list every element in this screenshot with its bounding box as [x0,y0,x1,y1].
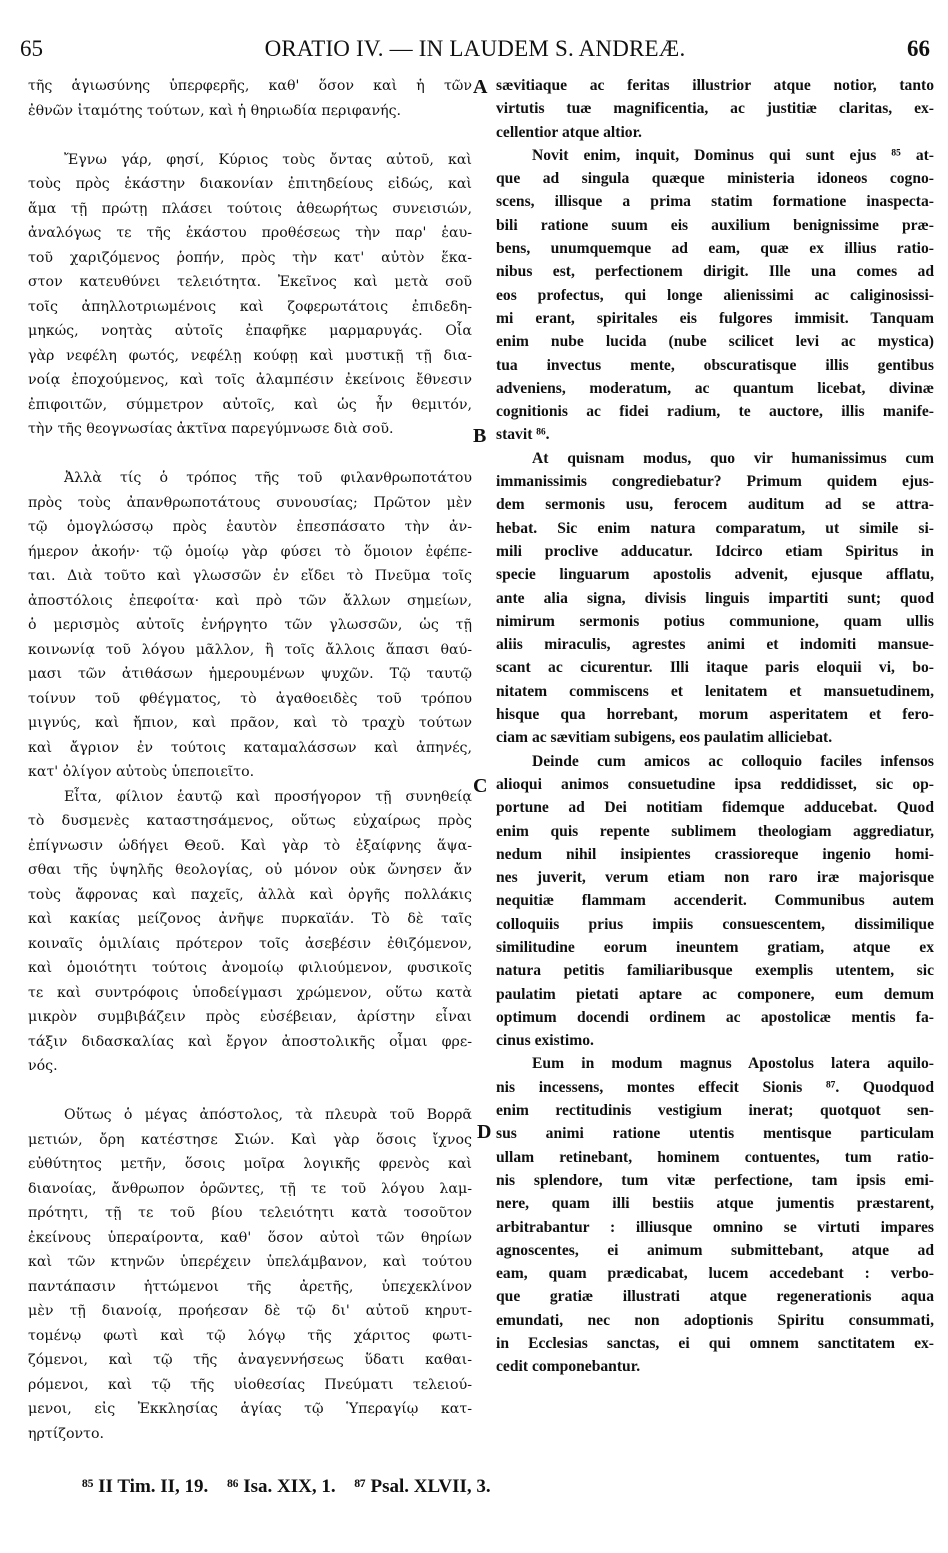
text-line: tua invectus mente, obscuratisque illis gentibus [496,356,934,374]
text-line: ἅμα τῇ πρώτῃ πλάσει τούτοις ἀθεωρήτως συνεισιών, [28,200,472,217]
text-line: σθαι τῆς ὑψηλῆς θεολογίας, οὐ μόνον οὐκ ὤνησεν ἄν [28,862,472,878]
text-line: διανοίας, ἄνθρωπον ὁρῶντες, τῇ τε τοῦ λόγου λαμ- [28,1180,472,1197]
text-line: εὐθύτητος μετῆν, ὅσοις μοῖρα λογικῆς φρενὸς καὶ [28,1156,472,1172]
text-line: μασι τῶν ἀτιθάσων ἡμερουμένων ψυχῶν. Τῷ ταυτῷ [28,666,472,682]
text-line: que gratiæ illustrati atque regenerationis aqua [496,1288,934,1306]
text-line [28,442,472,467]
text-line: hebat. Sic enim natura comparatum, ut simile si- [496,519,934,537]
text-line: ήμερον ἀκοήν· τῷ ὁμοίῳ γὰρ φύσει τὸ ὅμοιον ἐφέπε- [28,543,472,560]
text-line: similitudine eorum ineuntem gratiam, atque ex [496,938,934,956]
text-line: Ἀλλὰ τίς ὁ τρόπος τῆς τοῦ φιλανθρωποτάτου [64,470,472,486]
text-line: ται. Διὰ τοῦτο καὶ γλωσσῶν ἐν εἴδει τὸ Πνεῦμα τοῖς [28,568,472,584]
text-line: στον κατευθύνει τελειότητα. Ἐκεῖνος καὶ μετὰ σοῦ [28,274,472,290]
text-line: hisque qua horrebant, morum asperitatem et fero- [496,706,934,724]
text-line: τοῦ χαριζόμενος ῥοπήν, πρὸς τὴν κατ' αὐτὸν ἕκα- [28,249,472,266]
text-line: ἐπιφοιτῶν, σύμμετρον αὐτοῖς, καὶ ὡς ἦν θεμιτόν, [28,396,472,413]
latin-text-column [496,74,934,1379]
text-line: μετιών, ὄρη κατέστησε Σιών. Καὶ γὰρ ὅσοις ἴχνος [28,1131,472,1148]
text-line: nitatem commiscens et lenitatem et mansuetudinem, [496,682,934,700]
text-line: specie linguarum apostolis advenit, ejusque afflatu, [496,566,934,584]
text-line: ρόμενοι, καὶ τῷ τῆς υἱοθεσίας Πνεύματι τελειού- [28,1376,472,1393]
text-line: adveniens, moderatum, ac quantum licebat, divinæ [496,379,934,397]
text-line: καὶ τῶν κτηνῶν ὑπερέχειν ὑπελάμβανον, καὶ τούτου [28,1254,472,1270]
text-line: μιγνύς, καὶ ἤπιον, καὶ πρᾶον, καὶ τὸ τραχὺ τούτων [28,715,472,731]
text-line: τὸ δυσμενὲς καταστησάμενος, οὕτως εὐχαίρως πρὸς [28,813,472,829]
text-line: Ἔγνω γάρ, φησί, Κύριος τοὺς ὄντας αὐτοῦ, καὶ [64,151,472,168]
text-line: ὁ μερισμὸς αὐτοῖς ἐνήργητο τῶν γλωσσῶν, ὡς τῇ [28,617,472,633]
text-line: κατ' ὀλίγον αὐτοὺς ὑπεποιεῖτο. [28,764,255,780]
text-line: paulatim pietati aptare ac componere, eum demum [496,985,934,1003]
text-line: τάξιν διδασκαλίας καὶ ἔργον ἀποστολικῆς οἶμαι φρε- [28,1033,472,1050]
text-line: que ad singula quæque ministeria idoneos cogno- [496,170,934,188]
text-line: τῷ ὁμογλώσσῳ πρὸς ἑαυτὸν ἐπεσπάσατο τὴν ἀν- [28,519,472,535]
text-line: καὶ κακίας μείζονος ἀνῆψε πυρκαϊάν. Τὸ δὲ ταῖς [28,911,472,927]
text-line: Novit enim, inquit, Dominus qui sunt ejus ⁸⁵ at- [532,146,934,164]
text-line: ἐθνῶν ἰταμότης τούτων, καὶ ἡ θηριωδία περιφανής. [28,102,402,119]
text-line: aliis miraculis, agrestes animi et indomiti mansue- [496,636,934,654]
text-line: νοίᾳ ἐποχούμενος, καὶ τοῖς ἀλαμπέσιν ἐκείνοις ἔθνεσιν [28,372,472,388]
text-line: nis splendore, tum vitæ perfectione, tam ipsis emi- [496,1171,934,1189]
text-line: scens, illisque a prima statim formatione inaspecta- [496,193,934,211]
text-line: Οὕτως ὁ μέγας ἀπόστολος, τὰ πλευρὰ τοῦ Βορρᾶ [64,1107,472,1123]
text-line: Deinde cum amicos ac colloquio faciles infensos [532,752,934,770]
text-line: μηκώς, νοητὰς αὐτοῖς ἐπαφῆκε μαρμαρυγάς. Οἷα [28,323,472,339]
text-line: τὴν τῆς θεογνωσίας ἀκτῖνα παρεγύμνωσε διὰ σοῦ. [28,421,394,437]
text-line: ἐπίγνωσιν ὡδήγει Θεοῦ. Καὶ γὰρ τὸ ἐξαίφνης ἅψα- [28,837,472,854]
text-line: τῆς ἁγιωσύνης ὑπερφερῆς, καθ' ὅσον καὶ ἡ τῶν [28,78,472,94]
text-line: nibus est, perfectionem dirigit. Ille una comes ad [496,263,934,281]
text-line: bens, unumquemque ad eam, quæ ex illius ratio- [496,240,934,258]
text-line: sus animi ratione utentis mentisque particulam [496,1125,934,1143]
text-line: scant ac cicurentur. Illi itaque paris eloquii vi, bo- [496,659,934,677]
footnotes [82,1476,682,1498]
text-line: ullam retinebant, hominem contuentes, tum ratio- [496,1148,934,1166]
text-line: enim quis repente sublimem theologiam aggrediatur, [496,822,934,840]
text-line: virtutis tuæ magnificentia, ac justitiæ claritas, ex- [496,100,934,118]
greek-text-column [28,74,472,1446]
text-line: τομένῳ φωτὶ καὶ τῷ λόγῳ τῆς χάριτος φωτι- [28,1327,472,1344]
text-line: nimirum sermonis potius communione, quam ullis [496,612,934,630]
text-line: τοίνυν τοῦ φθέγματος, τὸ ἀγαθοειδὲς τοῦ τρόπου [28,690,472,707]
text-line: alioqui animos consuetudine ipsa reddidisset, sic op- [496,775,934,793]
text-line: ζόμενοι, καὶ τῷ τῆς ἀναγεννήσεως ὕδατι καθαι- [28,1352,472,1368]
column-marker-d: D [477,1121,492,1143]
text-line: eam, quam prædicabat, lucem accedebant : verbo- [496,1265,934,1283]
text-line: ἀναλόγως τε τῆς ἑκάστου προθέσεως τὴν παρ' ἑαυ- [28,225,472,241]
column-marker-b: B [473,425,487,447]
page-header [20,36,930,66]
text-line: cellentior atque altior. [496,123,642,141]
text-line: νός. [28,1058,58,1074]
text-line: bili ratione suum eis auxilium benignissime præ- [496,216,934,234]
text-line: καὶ ὁμοιότητι τούτοις ἀνομοίῳ φιλιούμενον, φυσικοῖς [28,960,472,976]
text-line: πρότητι, τῇ τε τοῦ βίου τελειότητι κατὰ τοσοῦτον [28,1205,472,1221]
text-line: nequitiæ flammam accenderit. Communibus autem [496,892,934,910]
footnote-86: ⁸⁶ Isa. XIX, 1. [227,1476,336,1497]
text-line: mili proclive adducatur. Idcirco etiam Spiritus in [496,542,934,560]
text-line: μικρὸν συμβιβάζειν πρὸς εὐσέβειαν, ἀρίστην εἶναι [28,1009,472,1025]
text-line: κοιναῖς ὁμιλίαις πρότερον τοῖς ἀσεβέσιν ἐθιζόμενον, [28,935,472,952]
text-line: τε καὶ συντρόφοις ὑποδείγμασι χρώμενον, οὕτω κατὰ [28,984,472,1001]
text-line [28,123,472,148]
text-line: nere, quam illi bestiis atque jumentis præstarent, [496,1195,934,1213]
text-line: in Ecclesias sanctas, ei qui omnem sanctitatem ex- [496,1335,934,1353]
text-line: μενοι, εἰς Ἐκκλησίας ἁγίας τῷ Ὑπεραγίῳ κατ- [28,1401,472,1417]
text-line: cinus existimo. [496,1032,594,1050]
text-line [28,1079,472,1104]
text-line: Eum in modum magnus Apostolus latera aquilo- [532,1055,934,1073]
text-line: eos profectus, qui longe alienissimi ac caliginosissi- [496,286,934,304]
text-line: agnoscentes, ei animum submittebant, atque ad [496,1241,934,1259]
text-line: At quisnam modus, quo vir humanissimus cum [532,449,934,467]
text-line: enim nube lucida (nube scilicet levi ac mystica) [496,333,934,351]
column-marker-c: C [473,775,488,797]
text-line: ηρτίζοντο. [28,1425,105,1442]
footnote-85: ⁸⁵ II Tim. II, 19. [82,1476,209,1497]
text-line: natura petitis familiaribusque exemplis utentem, sic [496,962,934,980]
page-number-left: 65 [20,36,43,61]
text-line: μὲν τῇ διανοίᾳ, προήεσαν δὲ τῷ δι' αὐτοῦ κηρυτ- [28,1303,472,1319]
text-line: τοὺς ἄφρονας καὶ παχεῖς, ἀλλὰ καὶ ὀργῆς πολλάκις [28,886,472,903]
text-line: sævitiaque ac feritas illustrior atque notior, tanto [496,77,934,94]
text-line: enim rectitudinis vestigium inerat; quotquot sen- [496,1102,934,1120]
text-line: cedit componebantur. [496,1358,641,1376]
text-line: portune ad Dei notitiam fidemque adducebat. Quod [496,799,934,817]
column-marker-a: A [473,76,488,98]
text-line: stavit ⁸⁶. [496,426,550,444]
text-line: emundati, nec non adoptionis Spiritu consummati, [496,1311,934,1329]
text-line: cognitionis ac fidei radium, te auctore, illis manife- [496,403,934,421]
text-line: κοινωνίᾳ τοῦ λόγου μᾶλλον, ἢ τοῖς ἄλλοις ἅπασι θαύ- [28,641,472,658]
text-line: colloquiis prius impiis consuescentem, dissimilique [496,915,934,933]
running-title: ORATIO IV. — IN LAUDEM S. ANDREÆ. [264,36,686,61]
text-line: nis incessens, montes effecit Sionis ⁸⁷. Quodquod [496,1078,934,1096]
text-line: Εἶτα, φίλιον ἑαυτῷ καὶ προσήγορον τῇ συνηθείᾳ [64,788,472,805]
text-line: ante alia signa, divisis linguis impartiti sunt; quod [496,589,934,607]
text-line: nes juverit, verum etiam non raro iræ majorisque [496,869,934,887]
text-line: nedum nihil insipientes crassioreque ingenio homi- [496,845,934,863]
text-line: πρὸς τοὺς ἀπανθρωποτάτους συνουσίας; Πρῶτον μὲν [28,494,472,511]
text-line: mi erant, spiritales eis fulgores immisit. Tanquam [496,309,934,327]
footnote-87: ⁸⁷ Psal. XLVII, 3. [354,1476,491,1497]
text-line: optimum docendi ordinem ac apostolicæ mentis fa- [496,1008,934,1026]
text-line: ἐκείνους ὑπεραίροντα, καθ' ὅσον αὐτοὶ τῶν θηρίων [28,1229,472,1246]
page-number-right: 66 [907,36,930,61]
text-line: immanissimis congrediebatur? Primum quidem ejus- [496,473,934,491]
text-line: παντάπασιν ἡττώμενοι τῆς ἀρετῆς, ὑπεχεκλίνον [28,1278,472,1295]
text-line: καὶ ἄγριον ἐν τούτοις καταμαλάσσων καὶ ἀπηνές, [28,739,472,756]
text-line: τοῖς ἀπηλλοτριωμένοις καὶ ζοφερωτάτοις ἐπιδεδη- [28,298,472,315]
text-line: dem sermonis usu, ferocem auditum ad se attra- [496,496,934,514]
text-line: arbitrabantur : illiusque omnino se virtuti impares [496,1218,934,1236]
text-line: τοὺς πρὸς ἑκάστην διακονίαν ἐπιτηδείους εἰδώς, καὶ [28,176,472,192]
text-line: ciam ac sævitiam subigens, eos paulatim alliciebat. [496,729,833,747]
text-line: γὰρ νεφέλη φωτός, νεφέλῃ κούφῃ καὶ μυστικῇ τῇ δια- [28,347,472,364]
text-line: ἀποστόλοις ἐπεφοίτα· καὶ πρὸ τῶν ἄλλων σημείων, [28,592,472,609]
